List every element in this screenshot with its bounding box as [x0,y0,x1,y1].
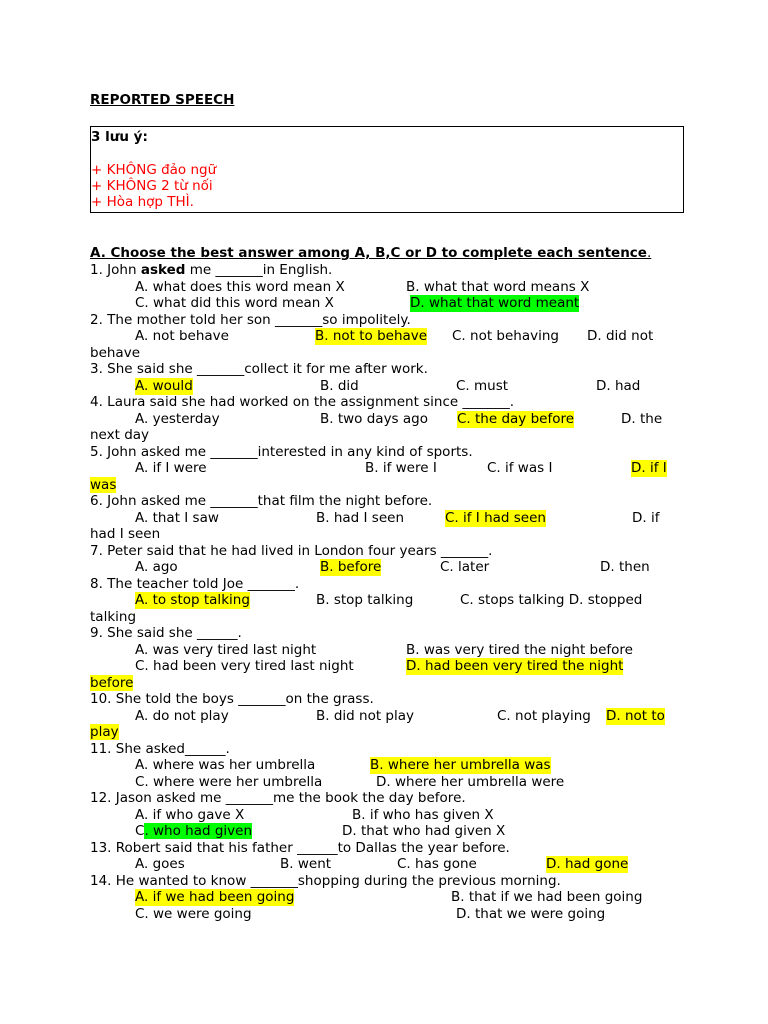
q12-option-d: D. that who had given X [342,823,506,839]
question-14: 14. He wanted to know _______shopping during the previous morning. [90,873,561,889]
section-heading: A. Choose the best answer among A, B,C or D to complete each sentence. [90,245,652,261]
q8-wrap: talking [90,609,137,625]
note-item: + KHÔNG 2 từ nối [91,178,213,194]
question-8: 8. The teacher told Joe _______. [90,576,300,592]
q5-option-b: B. if were I [365,460,437,476]
q6-wrap: had I seen [90,526,161,542]
q5-option-a: A. if I were [135,460,207,476]
q2-option-d: D. did not [587,328,654,344]
q9-option-a: A. was very tired last night [135,642,317,658]
q12-option-c-answer: . who had given [144,823,253,839]
q4-option-d: D. the [621,411,663,427]
q7-option-c: C. later [440,559,490,575]
q6-option-b: B. had I seen [316,510,405,526]
q9-wrap-answer: before [90,675,134,691]
q4-option-a: A. yesterday [135,411,220,427]
q13-option-a: A. goes [135,856,185,872]
question-7: 7. Peter said that he had lived in London four years _______. [90,543,493,559]
notes-box [90,126,684,213]
question-5: 5. John asked me _______interested in any kind of sports. [90,444,473,460]
q12-option-c: C. who had given [135,823,253,839]
question-3: 3. She said she _______collect it for me after work. [90,361,428,377]
q8-option-b: B. stop talking [316,592,414,608]
q11-option-d: D. where her umbrella were [376,774,565,790]
q3-option-c: C. must [456,378,509,394]
q11-option-c: C. where were her umbrella [135,774,323,790]
q12-option-b: B. if who has given X [352,807,494,823]
q9-option-d-answer: D. had been very tired the night [406,658,624,674]
q14-option-d: D. that we were going [456,906,606,922]
q7-option-d: D. then [600,559,650,575]
q1-option-d-answer: D. what that word meant [410,295,580,311]
q11-option-a: A. where was her umbrella [135,757,316,773]
q3-option-b: B. did [320,378,359,394]
question-12: 12. Jason asked me _______me the book the day before. [90,790,466,806]
q9-option-b: B. was very tired the night before [406,642,633,658]
q4-option-c-answer: C. the day before [457,411,575,427]
q1-option-b: B. what that word means X [406,279,590,295]
question-9: 9. She said she ______. [90,625,242,641]
q6-option-c-answer: C. if I had seen [445,510,546,526]
q10-option-d-answer: D. not to [606,708,665,724]
question-4: 4. Laura said she had worked on the assignment since _______. [90,394,515,410]
q13-option-d-answer: D. had gone [546,856,629,872]
q2-option-c: C. not behaving [452,328,559,344]
question-11: 11. She asked______. [90,741,230,757]
q9-option-c: C. had been very tired last night [135,658,354,674]
question-10: 10. She told the boys _______on the grass. [90,691,374,707]
question-13: 13. Robert said that his father ______to Dallas the year before. [90,840,510,856]
q10-option-a: A. do not play [135,708,229,724]
question-2: 2. The mother told her son _______so impolitely. [90,312,411,328]
q6-option-a: A. that I saw [135,510,219,526]
q5-option-c: C. if was I [487,460,553,476]
q7-option-b-answer: B. before [320,559,382,575]
q12-option-a: A. if who gave X [135,807,245,823]
q14-option-c: C. we were going [135,906,252,922]
notes-heading: 3 lưu ý: [91,129,148,145]
q2-wrap: behave [90,345,140,361]
q11-option-b-answer: B. where her umbrella was [370,757,551,773]
q13-option-c: C. has gone [397,856,477,872]
q3-option-d: D. had [596,378,641,394]
q14-option-b: B. that if we had been going [451,889,643,905]
q10-wrap-answer: play [90,724,119,740]
q1-option-a: A. what does this word mean X [135,279,345,295]
q4-option-b: B. two days ago [320,411,428,427]
q10-option-b: B. did not play [316,708,415,724]
q8-option-a-answer: A. to stop talking [135,592,250,608]
q2-option-a: A. not behave [135,328,229,344]
q4-wrap: next day [90,427,150,443]
q13-option-b: B. went [280,856,332,872]
q8-option-c-d: C. stops talking D. stopped [460,592,643,608]
note-item: + KHÔNG đảo ngữ [91,162,217,178]
document-title: REPORTED SPEECH [90,92,235,108]
question-6: 6. John asked me _______that film the night before. [90,493,433,509]
q5-option-d-answer: D. if I [631,460,667,476]
q2-option-b-answer: B. not to behave [315,328,428,344]
note-item: + Hòa hợp THÌ. [91,194,194,210]
q1-option-c: C. what did this word mean X [135,295,334,311]
q7-option-a: A. ago [135,559,178,575]
q10-option-c: C. not playing [497,708,591,724]
q14-option-a-answer: A. if we had been going [135,889,295,905]
q6-option-d: D. if [632,510,660,526]
q5-wrap-answer: was [90,477,117,493]
q3-option-a-answer: A. would [135,378,193,394]
question-1: 1. John asked me _______in English. [90,262,333,278]
